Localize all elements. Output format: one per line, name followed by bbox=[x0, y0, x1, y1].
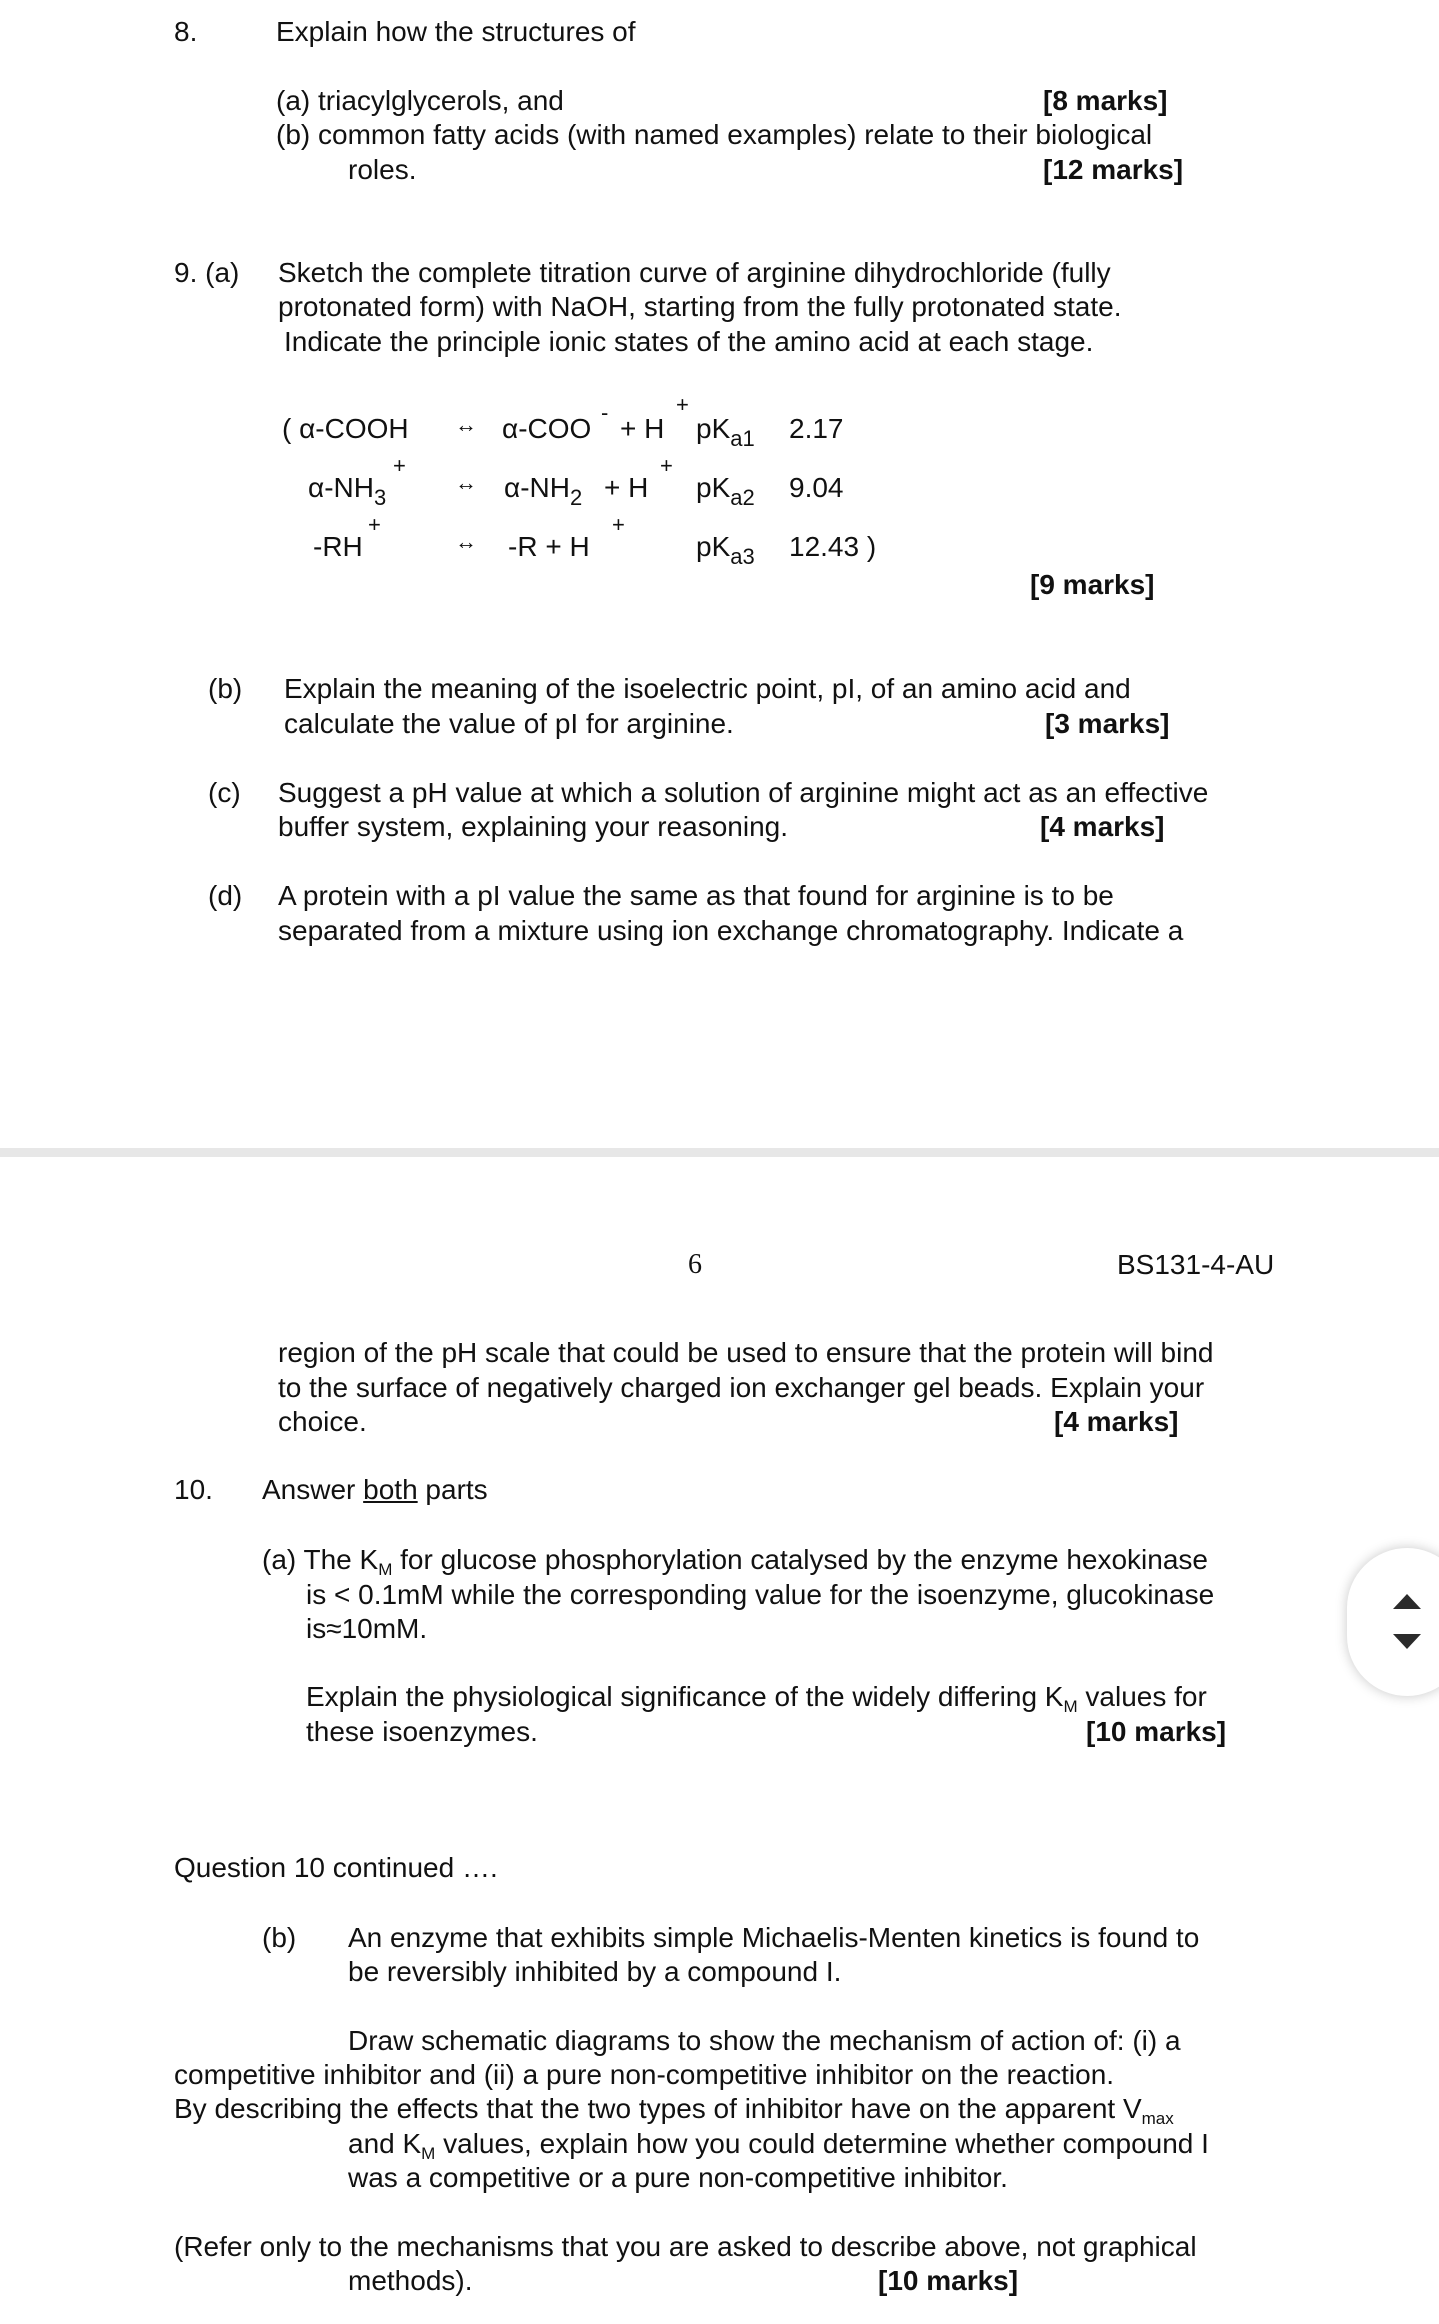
q10b-line-7: was a competitive or a pure non-competitive inhibitor. bbox=[348, 2162, 1008, 2193]
eq-r1-left: ( α-COOH bbox=[282, 413, 409, 444]
q10-number: 10. bbox=[174, 1474, 213, 1505]
q10a-line-1: (a) The $K_M$ for glucose phosphorylation catalysed by the enzyme hexokinase bbox=[262, 1544, 1208, 1579]
q10b-label: (b) bbox=[262, 1922, 297, 1953]
q8-number: 8. bbox=[174, 16, 198, 47]
q10a-line-2: is < 0.1mM while the corresponding value for the isoenzyme, glucokinase bbox=[306, 1579, 1215, 1610]
eq-r3-pk: $pK_{a3}$ bbox=[696, 531, 755, 569]
q9a-line-3: Indicate the principle ionic states of the amino acid at each stage. bbox=[284, 326, 1094, 357]
q10b-marks: [10 marks] bbox=[878, 2265, 1019, 2296]
q9b-line-2: calculate the value of pI for arginine. bbox=[284, 708, 734, 739]
q10b-line-9: methods). bbox=[348, 2265, 473, 2296]
q10b-line-4: competitive inhibitor and (ii) a pure non-competitive inhibitor on the reaction. bbox=[174, 2059, 1115, 2090]
eq-r3-value: 12.43 ) bbox=[789, 531, 877, 562]
q9a-marks: [9 marks] bbox=[1030, 569, 1155, 600]
q9d-line-2: separated from a mixture using ion exchange chromatography. Indicate a bbox=[278, 915, 1184, 946]
q9c-line-1: Suggest a pH value at which a solution of arginine might act as an effective bbox=[278, 777, 1209, 808]
eq-r2-value: 9.04 bbox=[789, 472, 844, 503]
q9a-line-2: protonated form) with NaOH, starting from the fully protonated state. bbox=[278, 291, 1122, 322]
q9c-marks: [4 marks] bbox=[1040, 811, 1165, 842]
eq-r3-left: -RH bbox=[313, 531, 363, 562]
q10-continued: Question 10 continued …. bbox=[174, 1852, 498, 1883]
q9d-cont-line-3: choice. bbox=[278, 1406, 367, 1437]
q8-part-b: (b) common fatty acids (with named examples) relate to their biological bbox=[276, 119, 1153, 150]
q9d-line-1: A protein with a pI value the same as that found for arginine is to be bbox=[278, 880, 1114, 911]
q9c-label: (c) bbox=[208, 777, 241, 808]
eq-r1-value: 2.17 bbox=[789, 413, 844, 444]
equilibrium-arrow-icon: ↔ bbox=[455, 470, 477, 495]
q9b-marks: [3 marks] bbox=[1045, 708, 1170, 739]
eq-r2-h-charge: + bbox=[660, 453, 673, 478]
eq-r2-left-charge: + bbox=[393, 453, 406, 478]
q9b-label: (b) bbox=[208, 673, 243, 704]
eq-r1-right-charge: - bbox=[601, 400, 609, 425]
eq-r3-right: -R + H bbox=[508, 531, 590, 562]
scroll-down-icon[interactable] bbox=[1393, 1634, 1421, 1649]
q9d-marks: [4 marks] bbox=[1054, 1406, 1179, 1437]
equilibrium-arrow-icon: ↔ bbox=[455, 412, 477, 437]
q10a-line-4: Explain the physiological significance of the widely differing $K_M$ values for bbox=[306, 1681, 1207, 1716]
q9d-cont-line-2: to the surface of negatively charged ion exchanger gel beads. Explain your bbox=[278, 1372, 1205, 1403]
page-number: 6 bbox=[688, 1249, 702, 1280]
eq-r1-right: α-COO bbox=[502, 413, 592, 444]
eq-r2-right: $\alpha-NH_2$ bbox=[504, 472, 583, 510]
q10b-line-6: and $K_M$ values, explain how you could determine whether compound I bbox=[348, 2128, 1209, 2163]
q8-stem: Explain how the structures of bbox=[276, 16, 636, 47]
eq-r2-pk: $pK_{a2}$ bbox=[696, 472, 755, 510]
page-scroll-control[interactable] bbox=[1347, 1548, 1439, 1696]
q9d-cont-line-1: region of the pH scale that could be used to ensure that the protein will bind bbox=[278, 1337, 1214, 1368]
eq-r3-left-charge: + bbox=[368, 512, 381, 537]
q9-number: 9. (a) bbox=[174, 257, 240, 288]
paper-code: BS131-4-AU bbox=[1117, 1249, 1275, 1280]
eq-r3-h-charge: + bbox=[612, 512, 625, 537]
q10-stem: Answer both parts bbox=[262, 1474, 488, 1505]
scroll-up-icon[interactable] bbox=[1393, 1594, 1421, 1609]
q8-part-b-marks: [12 marks] bbox=[1043, 154, 1184, 185]
q10b-line-8: (Refer only to the mechanisms that you are asked to describe above, not graphical bbox=[174, 2231, 1197, 2262]
eq-r1-pk: $pK_{a1}$ bbox=[696, 413, 755, 451]
q10b-line-5: By describing the effects that the two types of inhibitor have on the apparent $V_{max}$ bbox=[174, 2093, 1174, 2128]
page-divider bbox=[0, 1148, 1439, 1157]
q10b-line-2: be reversibly inhibited by a compound I. bbox=[348, 1956, 842, 1987]
q10a-line-3: is≈10mM. bbox=[306, 1613, 428, 1644]
eq-r1-plus-h: + H bbox=[620, 413, 665, 444]
eq-r1-h-charge: + bbox=[676, 392, 689, 417]
q10b-line-3: Draw schematic diagrams to show the mechanism of action of: (i) a bbox=[348, 2025, 1181, 2056]
q10b-line-1: An enzyme that exhibits simple Michaelis-Menten kinetics is found to bbox=[348, 1922, 1200, 1953]
q10a-marks: [10 marks] bbox=[1086, 1716, 1227, 1747]
q8-part-a-marks: [8 marks] bbox=[1043, 85, 1168, 116]
eq-r2-left: $\alpha-NH_3$ bbox=[308, 472, 387, 510]
q9d-label: (d) bbox=[208, 880, 243, 911]
q9a-line-1: Sketch the complete titration curve of arginine dihydrochloride (fully bbox=[278, 257, 1111, 288]
q8-part-a: (a) triacylglycerols, and bbox=[276, 85, 564, 116]
q10a-line-5: these isoenzymes. bbox=[306, 1716, 538, 1747]
q9b-line-1: Explain the meaning of the isoelectric point, pI, of an amino acid and bbox=[284, 673, 1131, 704]
equilibrium-arrow-icon: ↔ bbox=[455, 529, 477, 554]
q9c-line-2: buffer system, explaining your reasoning. bbox=[278, 811, 788, 842]
eq-r2-plus-h: + H bbox=[604, 472, 649, 503]
q8-part-b-cont: roles. bbox=[348, 154, 417, 185]
